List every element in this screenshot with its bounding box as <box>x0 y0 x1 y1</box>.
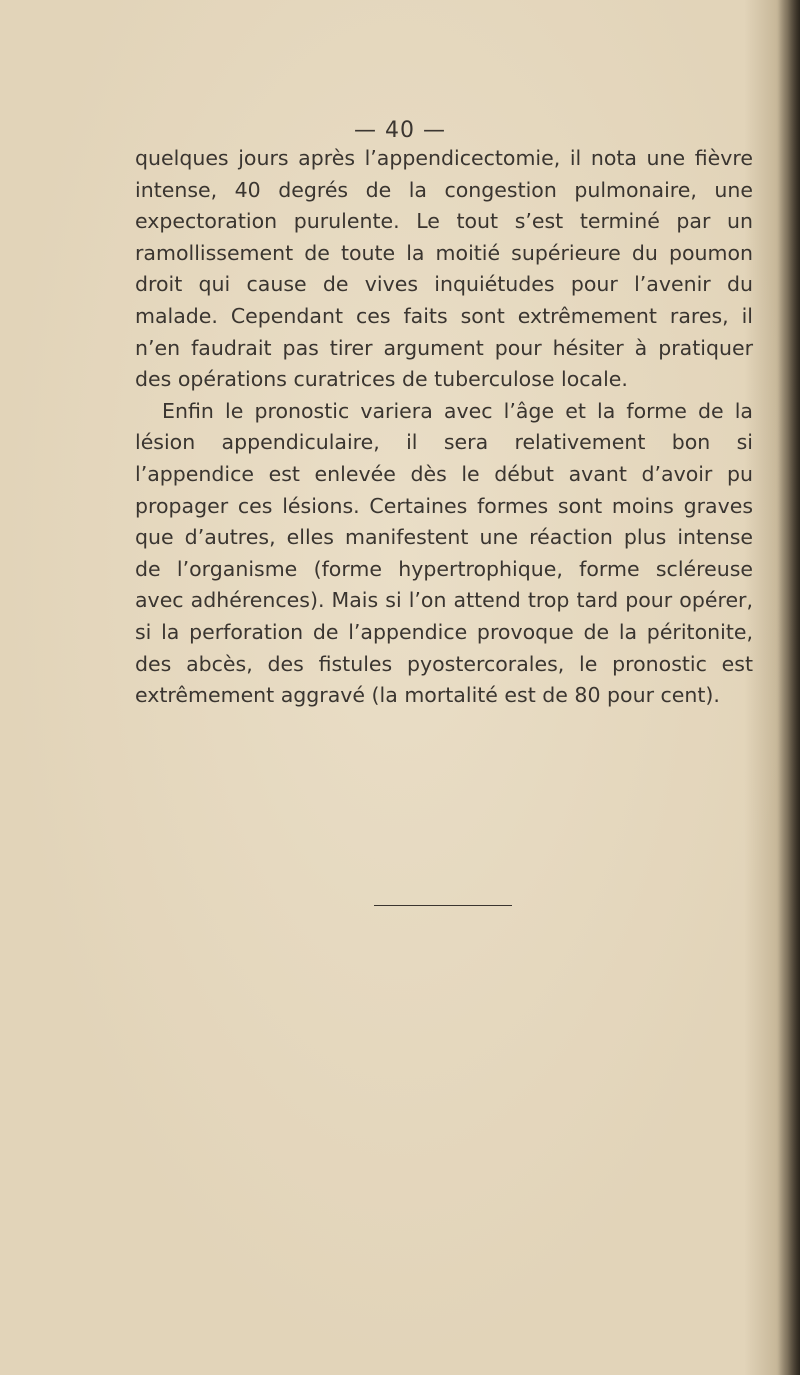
body-text <box>135 143 753 712</box>
paragraph-continuation: quelques jours après l’appendicectomie, il nota une fièvre intense, 40 degrés de la congestion pulmonaire, une expectoration purulente. Le tout s’est terminé par un ramollissement de toute la moitié supérieure du poumon droit qui cause de vives inquiétudes pour l’avenir du malade. Cependant ces faits sont extrêmement rares, il n’en faudrait pas tirer argument pour hésiter à pratiquer des opérations curatrices de tuberculose locale. <box>135 146 753 392</box>
section-end-rule <box>374 905 512 906</box>
page-binding-edge <box>778 0 800 1375</box>
paragraph-prognosis: Enfin le pronostic variera avec l’âge et la forme de la lésion appendiculaire, il sera relativement bon si l’appendice est enlevée dès le début avant d’avoir pu propager ces lésions. Certaines formes sont moins graves que d’autres, elles manifestent une réaction plus intense de l’organisme (forme hypertrophique, forme scléreuse avec adhérences). Mais si l’on attend trop tard pour opérer, si la perforation de l’appendice provoque de la péritonite, des abcès, des fistules pyostercorales, le pronostic est extrêmement aggravé (la mortalité est de 80 pour cent). <box>135 398 753 708</box>
page-number: — 40 — <box>354 118 446 143</box>
